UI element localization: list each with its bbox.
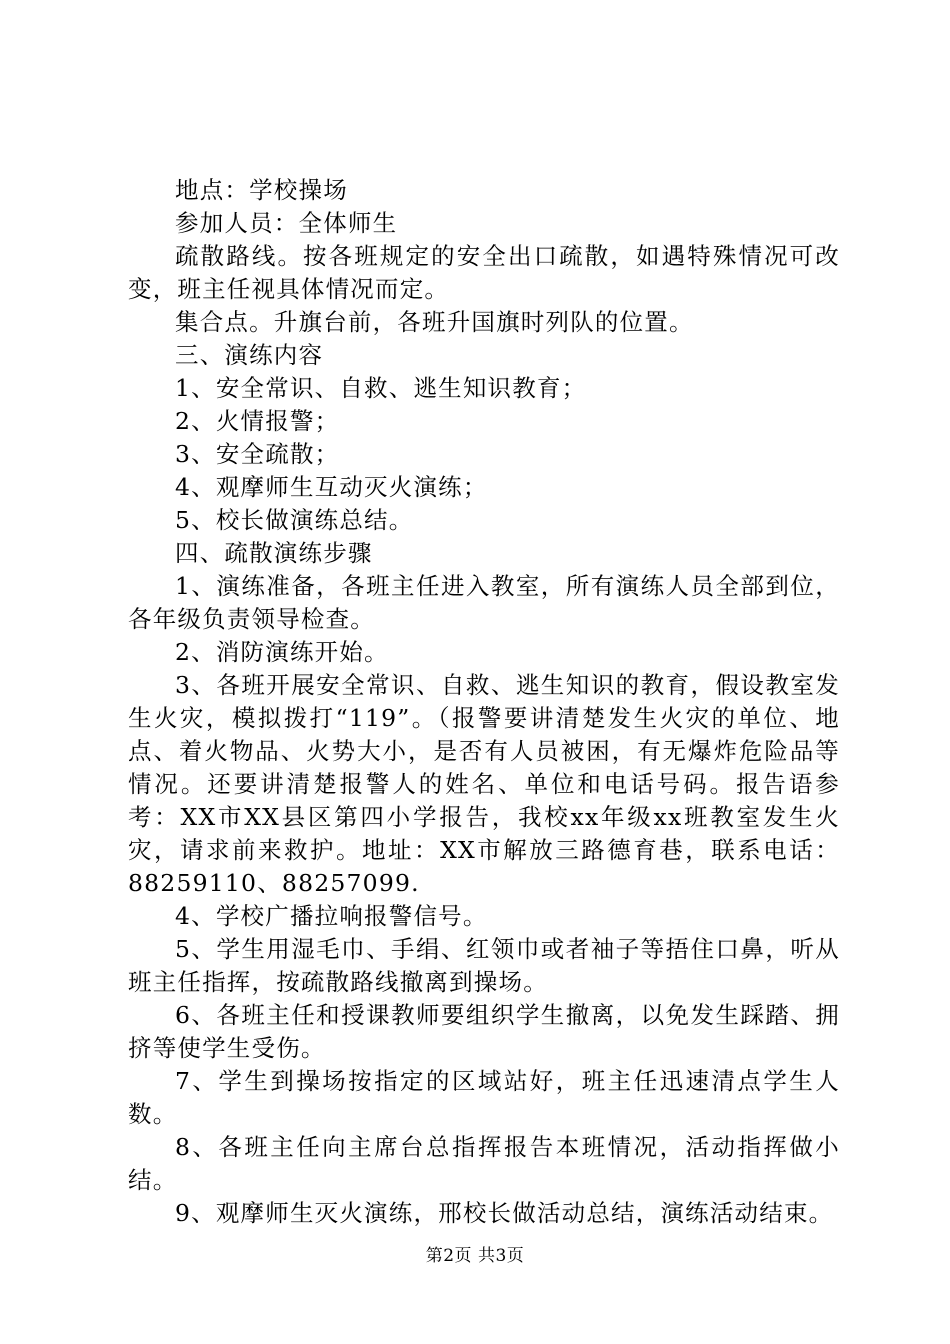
section-heading-drill-content: 三、演练内容 <box>175 341 324 369</box>
step-item: 7、学生到操场按指定的区域站好，班主任迅速清点学生人数。 <box>128 1067 840 1128</box>
list-item: 4、观摩师生互动灭火演练； <box>175 473 488 501</box>
section-heading-evacuation-steps: 四、疏散演练步骤 <box>175 539 373 567</box>
paragraph-location: 地点：学校操场 <box>175 176 348 204</box>
step-item: 9、观摩师生灭火演练，邢校长做活动总结，演练活动结束。 <box>175 1199 834 1227</box>
list-item: 2、火情报警； <box>175 407 340 435</box>
step-item: 6、各班主任和授课教师要组织学生撤离，以免发生踩踏、拥挤等使学生受伤。 <box>128 1001 840 1062</box>
paragraph-participants: 参加人员：全体师生 <box>175 209 398 237</box>
step-item: 3、各班开展安全常识、自救、逃生知识的教育，假设教室发生火灾，模拟拨打“119”。（报警要讲清楚发生火灾的单位、地点、着火物品、火势大小，是否有人员被困，有无爆炸危险品等情况。还要讲清楚报警人的姓名、单位和电话号码。报告语参考：XX市XX县区第四小学报告，我校xx年级xx班教室发生火灾，请求前来救护。地址：XX市解放三路德育巷，联系电话：88259110、88257099. <box>128 671 840 897</box>
step-item: 8、各班主任向主席台总指挥报告本班情况，活动指挥做小结。 <box>128 1133 840 1194</box>
paragraph-assembly-point: 集合点。升旗台前，各班升国旗时列队的位置。 <box>175 308 694 336</box>
list-item: 1、安全常识、自救、逃生知识教育； <box>175 374 587 402</box>
document-body <box>128 174 840 1230</box>
step-item: 2、消防演练开始。 <box>175 638 389 666</box>
step-item: 4、学校广播拉响报警信号。 <box>175 902 488 930</box>
step-item: 1、演练准备，各班主任进入教室，所有演练人员全部到位，各年级负责领导检查。 <box>128 572 840 633</box>
page-footer: 第2页 共3页 <box>425 1246 525 1266</box>
paragraph-evacuation-route: 疏散路线。按各班规定的安全出口疏散，如遇特殊情况可改变，班主任视具体情况而定。 <box>128 242 840 303</box>
step-item: 5、学生用湿毛巾、手绢、红领巾或者袖子等捂住口鼻，听从班主任指挥，按疏散路线撤离到操场。 <box>128 935 840 996</box>
list-item: 5、校长做演练总结。 <box>175 506 414 534</box>
list-item: 3、安全疏散； <box>175 440 340 468</box>
